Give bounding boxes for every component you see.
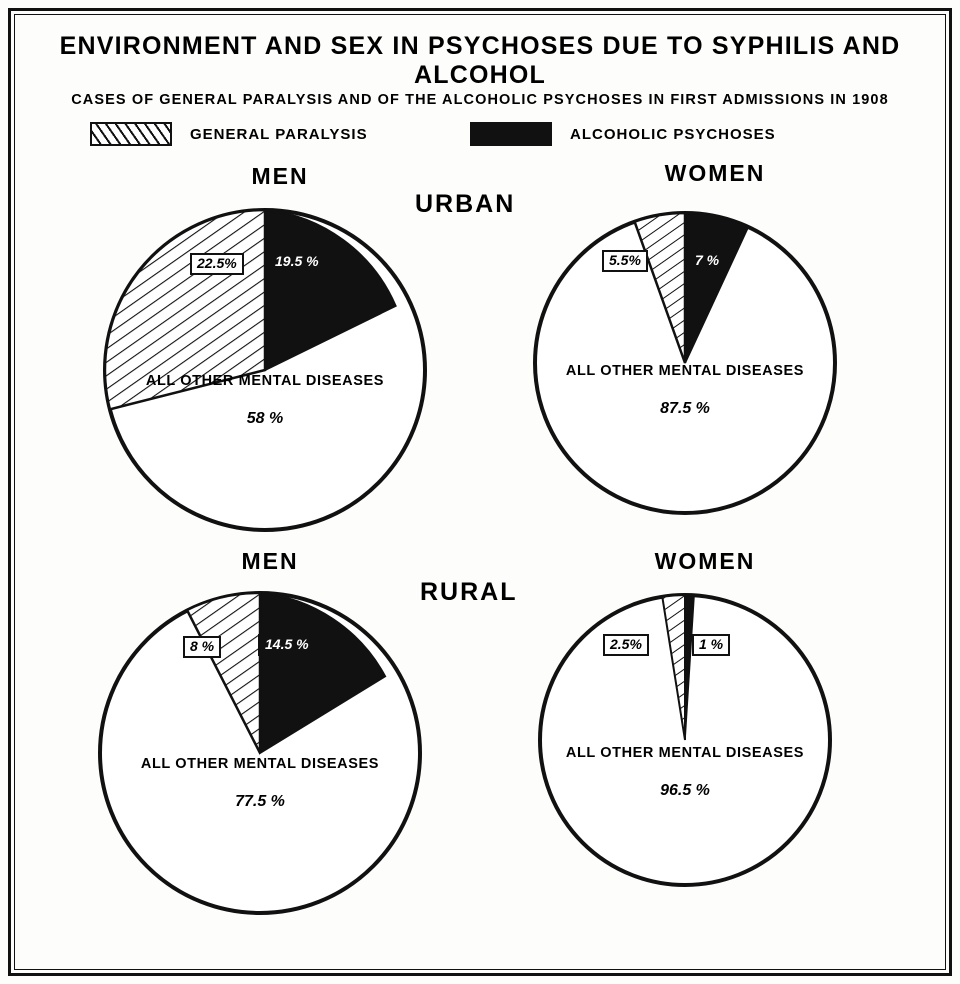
callout-general-paralysis-urban-men: 22.5% <box>190 253 244 275</box>
other-value-rural-men: 77.5 % <box>235 793 285 810</box>
other-label-urban-women: ALL OTHER MENTAL DISEASES <box>565 363 805 379</box>
callout-alcoholic-urban-men: 19.5 % <box>268 251 326 273</box>
callout-general-paralysis-rural-women: 2.5% <box>603 634 649 656</box>
section-label-urban: URBAN <box>415 190 516 218</box>
group-label-urban-men: MEN <box>251 163 309 189</box>
other-label-urban-men: ALL OTHER MENTAL DISEASES <box>145 373 385 389</box>
hatched-swatch-icon <box>90 122 172 146</box>
callout-alcoholic-rural-men: 14.5 % <box>258 634 316 656</box>
legend <box>80 122 880 148</box>
pie-chart-rural-women <box>535 590 835 890</box>
other-value-urban-women: 87.5 % <box>660 400 710 417</box>
callout-alcoholic-rural-women: 1 % <box>692 634 730 656</box>
legend-label-general-paralysis: GENERAL PARALYSIS <box>190 125 368 143</box>
pie-chart-rural-men <box>95 588 425 918</box>
legend-item-alcoholic-psychoses <box>470 122 776 146</box>
legend-label-alcoholic-psychoses: ALCOHOLIC PSYCHOSES <box>570 125 776 143</box>
other-label-rural-women: ALL OTHER MENTAL DISEASES <box>565 745 805 761</box>
legend-item-general-paralysis <box>90 122 368 146</box>
other-label-rural-men: ALL OTHER MENTAL DISEASES <box>140 756 380 772</box>
other-value-rural-women: 96.5 % <box>660 782 710 799</box>
group-label-rural-men: MEN <box>241 548 299 574</box>
pie-svg-urban-men <box>100 205 430 535</box>
pie-chart-urban-women <box>530 208 840 518</box>
pie-chart-urban-men <box>100 205 430 535</box>
group-label-rural-women: WOMEN <box>654 548 756 574</box>
callout-general-paralysis-urban-women: 5.5% <box>602 250 648 272</box>
chart-subtitle: CASES OF GENERAL PARALYSIS AND OF THE ALCOHOLIC PSYCHOSES IN FIRST ADMISSIONS IN 1908 <box>71 92 889 108</box>
section-label-rural: RURAL <box>420 578 518 606</box>
callout-general-paralysis-rural-men: 8 % <box>183 636 221 658</box>
group-label-urban-women: WOMEN <box>664 160 766 186</box>
chart-title: ENVIRONMENT AND SEX IN PSYCHOSES DUE TO SYPHILIS AND ALCOHOL <box>59 32 901 89</box>
other-value-urban-men: 58 % <box>246 410 284 427</box>
callout-alcoholic-urban-women: 7 % <box>688 250 726 272</box>
pie-svg-rural-women <box>535 590 835 890</box>
solid-swatch-icon <box>470 122 552 146</box>
